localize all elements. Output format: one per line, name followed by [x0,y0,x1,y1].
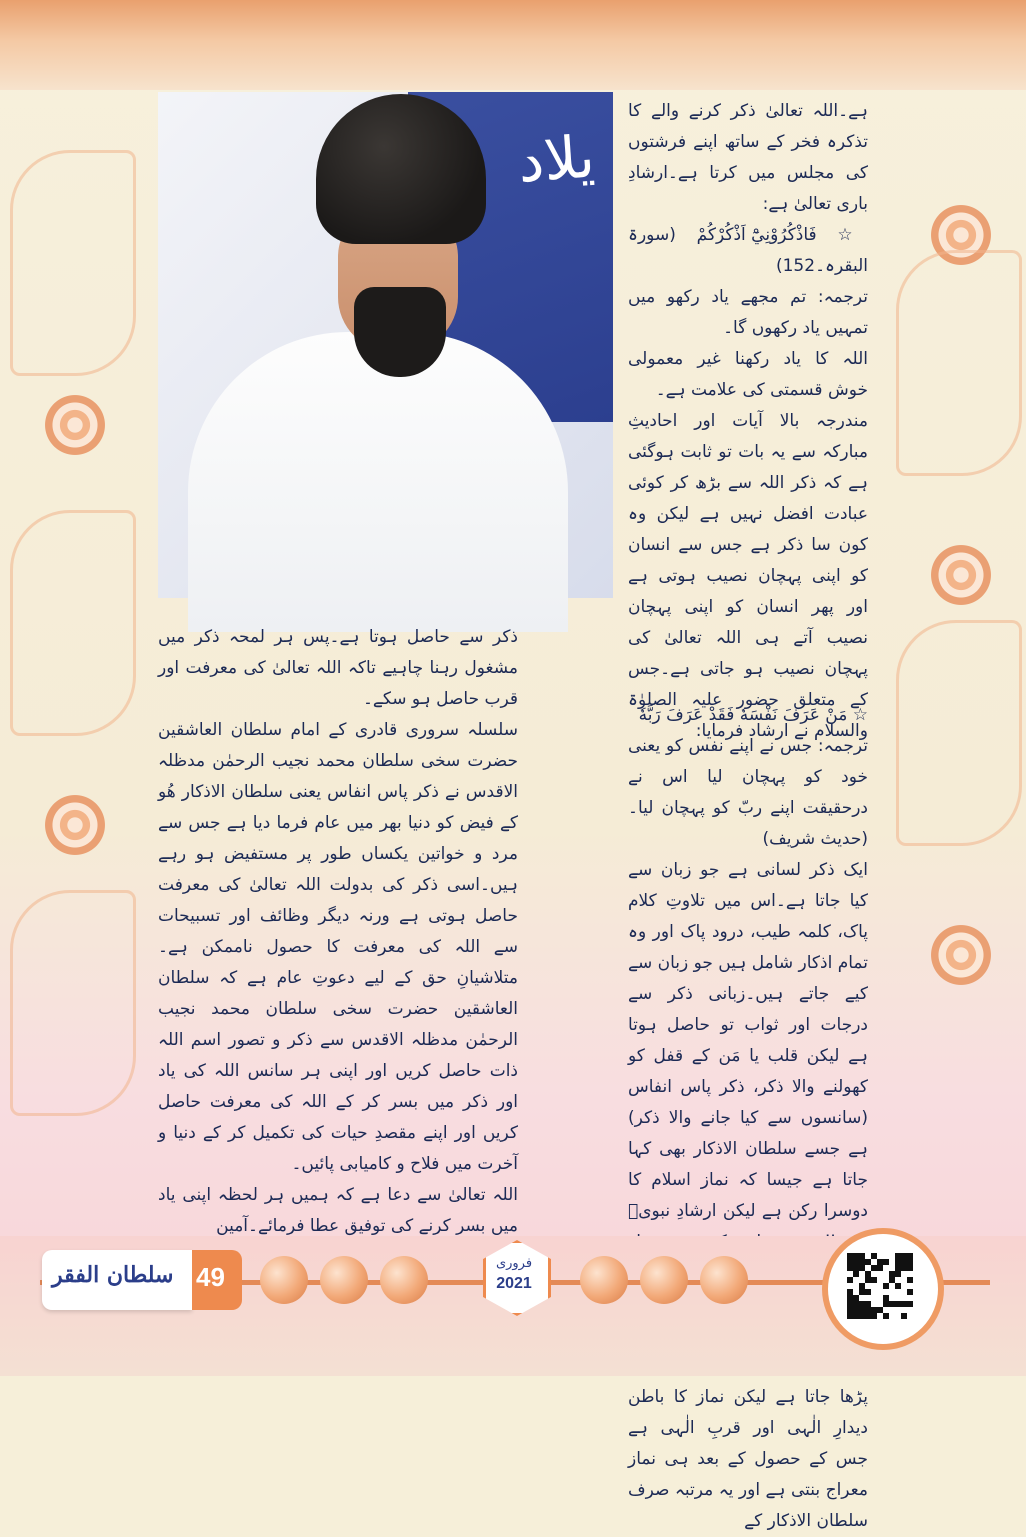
orb-ornament [380,1256,428,1304]
paragraph: مندرجہ بالا آیات اور احادیثِ مبارکہ سے یہ بات تو ثابت ہوگئی ہے کہ ذکر اللہ سے بڑھ کر کوئی عبادت افضل نہیں ہے لیکن وہ کون سا ذکر ہے جس سے انسان کو اپنی پہچان نصیب ہوتی ہے اور پھر انسان کو اپنی پہچان نصیب آتے ہی اللہ تعالیٰ کی پہچان نصیب ہو جاتی ہے۔جس کے متعلق حضور علیہ الصلوٰۃ والسلام نے ارشاد فرمایا: [628,411,868,741]
flower-ornament-icon [40,790,110,860]
qr-module [907,1265,913,1271]
orb-ornament [700,1256,748,1304]
orb-ornament [580,1256,628,1304]
orb-ornament [640,1256,688,1304]
qr-module [883,1259,889,1265]
translation: ترجمہ: تم مجھے یاد رکھو میں تمہیں یاد رکھوں گا۔ [628,287,868,338]
paragraph: اللہ تعالیٰ سے دعا ہے کہ ہمیں ہر لحظہ اپنی یاد میں بسر کرنے کی توفیق عطا فرمائے۔آمین [158,1185,518,1236]
star-icon: ☆ [847,705,868,725]
qr-module [877,1265,883,1271]
portrait-photo [158,92,613,598]
qr-module [871,1313,877,1319]
qr-module [865,1289,871,1295]
figure-body [188,332,568,632]
star-icon: ☆ [816,225,868,245]
issue-year: 2021 [496,1275,532,1292]
figure-beard [354,287,446,377]
right-column-top [628,96,868,747]
flower-ornament-icon [926,920,996,990]
left-column [158,622,518,1242]
qr-code-icon[interactable] [847,1253,913,1319]
paragraph: ہے۔اللہ تعالیٰ ذکر کرنے والے کا تذکرہ فخر کے ساتھ اپنے فرشتوں کی مجلس میں کرتا ہے۔ارشادِ باری تعالیٰ ہے: [628,101,868,214]
flower-ornament-icon [40,390,110,460]
right-ornament-border [876,90,1026,1240]
qr-module [895,1283,901,1289]
banner-text: یلاد [516,122,598,196]
flower-ornament-icon [926,540,996,610]
vine-ornament [10,890,136,1116]
qr-module [871,1277,877,1283]
vine-ornament [896,620,1022,846]
paragraph: اللہ کا یاد رکھنا غیر معمولی خوش قسمتی کی علامت ہے۔ [628,349,868,400]
qr-module [901,1313,907,1319]
qr-module [907,1277,913,1283]
paragraph: ایک ذکر لسانی ہے جو زبان سے کیا جاتا ہے۔اس میں تلاوتِ کلام پاک، کلمہ طیب، درود پاک اور وہ تمام اذکار شامل ہیں جو زبان سے کیے جاتے ہیں۔زبانی ذکر سے درجات اور ثواب تو حاصل ہوتا ہے لیکن قلب یا مَن کے قفل کو کھولنے والا ذکر، ذکر پاس انفاس (سانسوں سے کیا جانے والا ذکر) ہے جسے سلطان الاذکار بھی کہا جاتا ہے جیسا کہ نماز اسلام کا دوسرا رکن ہے لیکن ارشادِ نبویؐ [627,860,868,1221]
vine-ornament [896,250,1022,476]
hadith-verse [628,700,868,731]
quran-verse [628,220,868,282]
orb-ornament [320,1256,368,1304]
page-number: 49 [196,1262,225,1292]
left-ornament-border [0,90,150,1240]
qr-module [895,1271,901,1277]
paragraph: ذکر سے حاصل ہوتا ہے۔پس ہر لمحہ ذکر میں مشغول رہنا چاہیے تاکہ اللہ تعالیٰ کی معرفت اور قرب حاصل ہو سکے۔ [158,627,518,709]
qr-module [907,1301,913,1307]
hadith-text: مَنْ عَرَفَ نَفْسَهٗ فَقَدْ عَرَفَ رَبَّهٗ [638,705,848,725]
vine-ornament [10,510,136,736]
qr-module [853,1271,859,1277]
issue-month: فروری [495,1256,533,1271]
qr-module [847,1277,853,1283]
translation: ترجمہ: جس نے اپنے نفس کو یعنی خود کو پہچان لیا اس نے درحقیقت اپنے ربّ کو پہچان لیا۔(حدیث شریف) [628,736,868,849]
paragraph: پڑھا جاتا ہے لیکن نماز کا باطن دیدارِ الٰہی اور قربِ الٰہی ہے جس کے حصول کے بعد ہی نماز معراج بنتی ہے اور یہ مرتبہ صرف سلطان الاذکار کے [628,1387,868,1531]
right-column-bottom [628,700,868,1537]
verse-text: فَاذْكُرُوْنِيْٓ اَذْكُرْكُمْ (سورۃ البقرہ۔152) [628,225,868,276]
qr-module [883,1283,889,1289]
orb-ornament [260,1256,308,1304]
qr-module [883,1313,889,1319]
magazine-logo-text: سلطان الفقر [52,1262,174,1288]
qr-module [907,1289,913,1295]
vine-ornament [10,150,136,376]
top-decorative-band [0,0,1026,90]
paragraph: سلسلہ سروری قادری کے امام سلطان العاشقین حضرت سخی سلطان محمد نجیب الرحمٰن مدظلہ الاقدس نے ذکر پاس انفاس یعنی سلطان الاذکار ھُو کے فیض کو دنیا بھر میں عام فرما دیا ہے جس سے مرد و خواتین یکساں طور پر مستفیض ہو رہے ہیں۔اسی ذکر کی بدولت اللہ تعالیٰ کی معرفت حاصل ہوتی ہے ورنہ دیگر وظائف اور تسبیحات سے اللہ کی معرفت کا حصول ناممکن ہے۔متلاشیانِ حق کے لیے دعوتِ عام ہے کہ سلطان العاشقین حضرت سخی سلطان محمد نجیب الرحمٰن مدظلہ الاقدس سے ذکر و تصور اسم اللہ ذات حاصل کریں اور اپنی ہر سانس اللہ کی یاد اور ذکر میں بسر کر کے اللہ کی معرفت حاصل کریں اور اپنے مقصدِ حیات کی تکمیل کر کے دنیا و آخرت میں فلاح و کامیابی پائیں۔ [158,720,518,1174]
